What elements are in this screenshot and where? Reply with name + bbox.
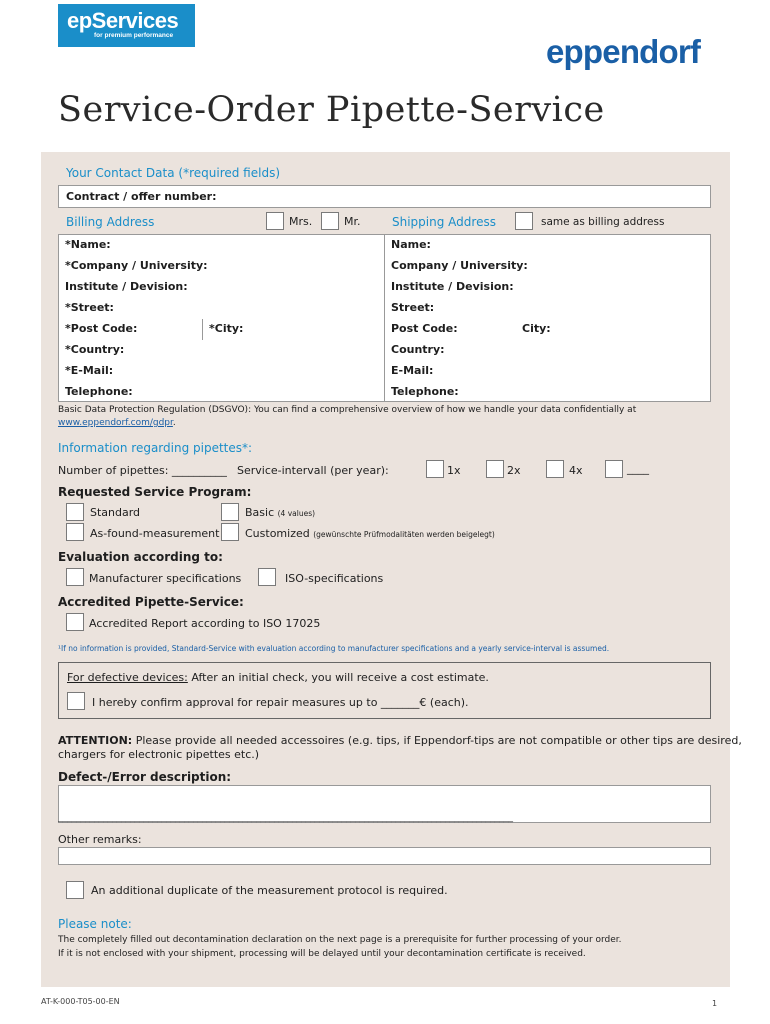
customized-checkbox[interactable] <box>221 523 239 541</box>
as-found-label: As-found-measurement <box>90 527 220 540</box>
shipping-company-label: Company / University: <box>391 259 528 272</box>
shipping-country-field[interactable] <box>385 340 710 361</box>
interval-1x-checkbox[interactable] <box>426 460 444 478</box>
program-heading: Requested Service Program: <box>58 485 252 499</box>
standard-label: Standard <box>90 506 141 519</box>
billing-street-field[interactable] <box>59 298 384 319</box>
defective-devices-box <box>58 662 711 719</box>
billing-street-label: *Street: <box>65 301 114 314</box>
repair-approval-checkbox[interactable] <box>67 692 85 710</box>
eppendorf-logo: eppendorf <box>546 33 701 70</box>
contract-number-label: Contract / offer number: <box>66 190 217 203</box>
shipping-post-code-field[interactable] <box>385 319 710 340</box>
other-remarks-label: Other remarks: <box>58 833 142 846</box>
billing-name-label: *Name: <box>65 238 111 251</box>
gdpr-link[interactable]: www.eppendorf.com/gdpr <box>58 418 173 428</box>
billing-email-field[interactable] <box>59 361 384 382</box>
accredited-report-label: Accredited Report according to ISO 17025 <box>89 617 321 630</box>
as-found-checkbox[interactable] <box>66 523 84 541</box>
shipping-telephone-field[interactable] <box>385 382 710 401</box>
mrs-checkbox[interactable] <box>266 212 284 230</box>
billing-institute-label: Institute / Devision: <box>65 280 188 293</box>
other-remarks-field[interactable] <box>58 847 711 865</box>
billing-email-label: *E-Mail: <box>65 364 114 377</box>
shipping-street-field[interactable] <box>385 298 710 319</box>
billing-post-code-label: *Post Code: <box>65 322 138 335</box>
shipping-city-label: City: <box>522 322 551 335</box>
footnote: ¹If no information is provided, Standard-Service with evaluation according to manufacturer specifications and a yearly service-interval is assumed. <box>58 644 610 653</box>
epservices-logo <box>58 4 195 47</box>
mrs-label: Mrs. <box>289 215 313 228</box>
accredited-report-checkbox[interactable] <box>66 613 84 631</box>
customized-note: (gewünschte Prüfmodalitäten werden beigelegt) <box>313 530 495 539</box>
billing-name-field[interactable] <box>59 235 384 256</box>
billing-heading: Billing Address <box>66 215 155 229</box>
billing-telephone-label: Telephone: <box>65 385 133 398</box>
note-heading: Please note: <box>58 917 132 931</box>
shipping-email-label: E-Mail: <box>391 364 434 377</box>
same-as-billing-checkbox[interactable] <box>515 212 533 230</box>
logo-sub-text: for premium performance <box>94 32 174 39</box>
interval-custom-checkbox[interactable] <box>605 460 623 478</box>
interval-1x-label: 1x <box>447 464 461 477</box>
iso-spec-label: ISO-specifications <box>285 572 384 585</box>
mr-label: Mr. <box>344 215 361 228</box>
shipping-company-field[interactable] <box>385 256 710 277</box>
billing-city-label: *City: <box>209 322 244 335</box>
gdpr-text: Basic Data Protection Regulation (DSGVO): You can find a comprehensive overview of how we handle your data confidentially at <box>58 405 637 415</box>
logo-main-text: epServices <box>67 8 179 33</box>
shipping-country-label: Country: <box>391 343 445 356</box>
attention-line-2: chargers for electronic pipettes etc.) <box>58 748 260 761</box>
billing-company-field[interactable] <box>59 256 384 277</box>
attention-line-1 <box>58 734 742 747</box>
interval-label: Service-intervall (per year): <box>237 464 389 477</box>
basic-label-line <box>245 506 315 519</box>
interval-custom-field[interactable]: ____ <box>627 462 649 475</box>
defective-text-line <box>67 671 489 684</box>
shipping-name-field[interactable] <box>385 235 710 256</box>
manufacturer-spec-label: Manufacturer specifications <box>89 572 242 585</box>
note-line-2: If it is not enclosed with your shipment, processing will be delayed until your decontamination certificate is received. <box>58 949 586 959</box>
standard-checkbox[interactable] <box>66 503 84 521</box>
interval-4x-checkbox[interactable] <box>546 460 564 478</box>
document-code: AT-K-000-T05-00-EN <box>41 997 120 1006</box>
customized-label-line <box>245 527 495 540</box>
duplicate-protocol-label: An additional duplicate of the measurement protocol is required. <box>91 884 448 897</box>
interval-4x-label: 4x <box>569 464 583 477</box>
interval-2x-checkbox[interactable] <box>486 460 504 478</box>
defect-heading: Defect-/Error description: <box>58 770 232 784</box>
address-table <box>58 234 711 402</box>
accredited-heading: Accredited Pipette-Service: <box>58 595 244 609</box>
page-title: Service-Order Pipette-Service <box>58 90 605 130</box>
manufacturer-spec-checkbox[interactable] <box>66 568 84 586</box>
basic-note: (4 values) <box>277 509 316 518</box>
basic-label: Basic <box>245 506 275 519</box>
basic-checkbox[interactable] <box>221 503 239 521</box>
billing-post-code-field[interactable] <box>59 319 202 340</box>
billing-company-label: *Company / University: <box>65 259 208 272</box>
shipping-email-field[interactable] <box>385 361 710 382</box>
customized-label: Customized <box>245 527 310 540</box>
mr-checkbox[interactable] <box>321 212 339 230</box>
shipping-institute-field[interactable] <box>385 277 710 298</box>
defective-text: After an initial check, you will receive a cost estimate. <box>187 671 489 684</box>
pipettes-heading: Information regarding pipettes*: <box>58 441 253 455</box>
billing-institute-field[interactable] <box>59 277 384 298</box>
note-line-1: The completely filled out decontamination declaration on the next page is a prerequisite for further processing of your order. <box>58 935 622 945</box>
billing-country-label: *Country: <box>65 343 125 356</box>
shipping-street-label: Street: <box>391 301 435 314</box>
billing-telephone-field[interactable] <box>59 382 384 401</box>
billing-country-field[interactable] <box>59 340 384 361</box>
shipping-name-label: Name: <box>391 238 431 251</box>
billing-city-field[interactable] <box>203 319 384 340</box>
defect-underline: _____________________________________________________________________________________________________ <box>58 812 513 823</box>
repair-approval-label: I hereby confirm approval for repair measures up to _______€ (each). <box>92 696 469 709</box>
gdpr-period: . <box>172 418 176 428</box>
shipping-institute-label: Institute / Devision: <box>391 280 514 293</box>
attention-label: ATTENTION: <box>58 734 133 747</box>
attention-text-1: Please provide all needed accessoires (e.g. tips, if Eppendorf-tips are not compatible or other tips are desired, <box>132 734 742 747</box>
shipping-telephone-label: Telephone: <box>391 385 459 398</box>
evaluation-heading: Evaluation according to: <box>58 550 223 564</box>
same-as-billing-label: same as billing address <box>541 216 665 228</box>
duplicate-protocol-checkbox[interactable] <box>66 881 84 899</box>
gdpr-link-line <box>58 418 176 428</box>
contact-heading: Your Contact Data (*required fields) <box>66 166 281 180</box>
iso-spec-checkbox[interactable] <box>258 568 276 586</box>
shipping-post-code-label: Post Code: <box>391 322 458 335</box>
defective-label: For defective devices: <box>67 671 188 684</box>
shipping-heading: Shipping Address <box>392 215 496 229</box>
interval-2x-label: 2x <box>507 464 521 477</box>
page-number: 1 <box>712 999 718 1008</box>
number-of-pipettes-field[interactable]: Number of pipettes: __________ <box>58 464 227 477</box>
contract-number-field[interactable] <box>58 185 711 208</box>
